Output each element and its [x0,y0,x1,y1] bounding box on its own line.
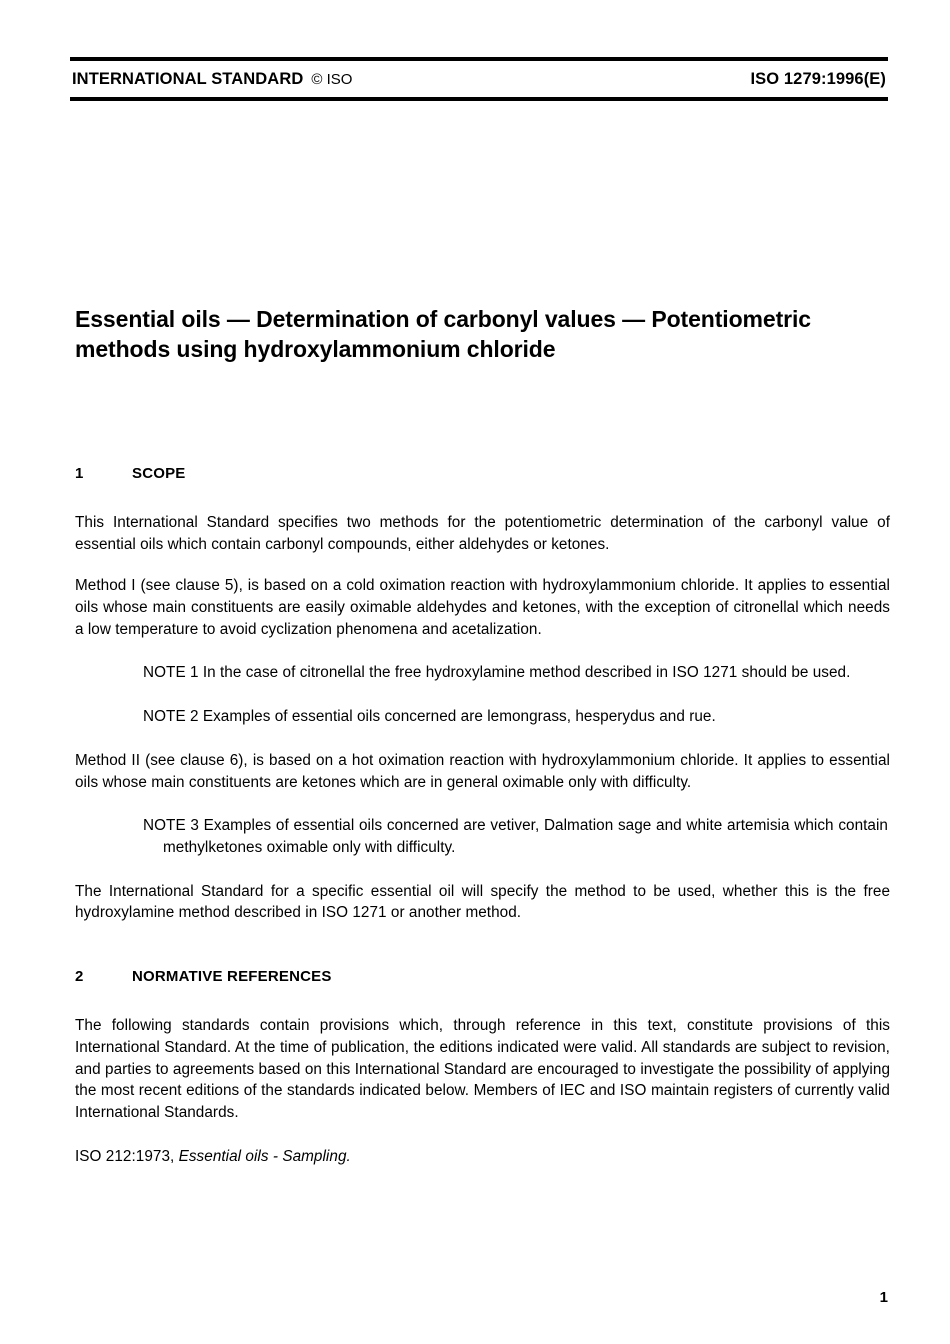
clause-heading-scope [75,465,890,482]
reference-title: Essential oils - Sampling. [178,1147,351,1165]
clause-heading-normative-references [75,968,890,985]
reference-designation: ISO 212:1973, [75,1147,179,1165]
scope-paragraph-method-2: Method II (see clause 6), is based on a hot oximation reaction with hydroxylammonium chloride. It applies to essential oils whose main constituents are ketones which are in general oximable only with difficulty. [75,751,890,791]
scope-paragraph-1: This International Standard specifies two methods for the potentiometric determination of the carbonyl value of essential oils which contain carbonyl compounds, either aldehydes or ketones. [75,513,890,553]
clause-title-scope: SCOPE [132,464,186,482]
normative-references-paragraph: The following standards contain provisions which, through reference in this text, constitute provisions of this International Standard. At the time of publication, the editions indicated were valid. All standards are subject to revision, and parties to agreements based on this International Standard are encouraged to investigate the possibility of applying the most recent editions of the standards indicated below. Members of IEC and ISO maintain registers of currently valid International Standards. [75,1017,890,1121]
header-standard-text: INTERNATIONAL STANDARD [72,70,304,88]
note-2: NOTE 2 Examples of essential oils concerned are lemongrass, hesperydus and rue. [143,708,716,726]
header-row [70,61,888,97]
clause-title-normative-references: NORMATIVE REFERENCES [132,968,332,986]
scope-paragraph-method-1: Method I (see clause 5), is based on a cold oximation reaction with hydroxylammonium chloride. It applies to essential oils whose main constituents are easily oximable aldehydes and ketones, with the exception of citronellal which needs a low temperature to avoid cyclization phenomena and acetalization. [75,577,890,638]
document-body [75,305,890,1167]
note-1: NOTE 1 In the case of citronellal the free hydroxylamine method described in ISO 1271 should be used. [143,664,851,682]
reference-entry [75,1146,890,1168]
page-number: 1 [879,1289,888,1306]
note-3: NOTE 3 Examples of essential oils concerned are vetiver, Dalmation sage and white artemisia which contain methylketones oximable only with difficulty. [143,817,888,856]
header-rule-bottom [70,97,888,101]
clause-number-2: 2 [75,968,84,986]
clause-number-1: 1 [75,464,84,482]
header-standard-label [72,70,352,89]
header-standard-number: ISO 1279:1996(E) [750,70,886,88]
page-title: Essential oils — Determination of carbonyl values — Potentiometric methods using hydroxylammonium chloride [75,306,811,362]
scope-paragraph-closing: The International Standard for a specific essential oil will specify the method to be used, whether this is the free hydroxylamine method described in ISO 1271 or another method. [75,882,890,922]
page-header [70,57,888,101]
header-copyright: © ISO [311,71,353,88]
